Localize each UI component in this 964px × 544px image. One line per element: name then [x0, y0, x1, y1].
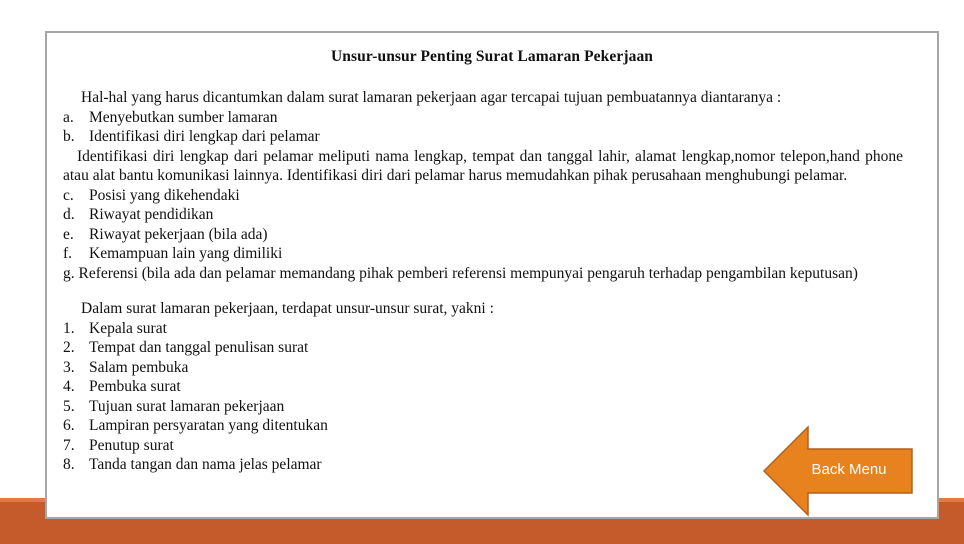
list-item [63, 205, 903, 225]
list-item-label: f. [63, 245, 73, 262]
list-item [63, 244, 903, 264]
list-item-text: Identifikasi diri lengkap dari pelamar [89, 128, 320, 145]
list-item-label: 2. [63, 339, 75, 356]
list-item-text: Tujuan surat lamaran pekerjaan [89, 397, 285, 415]
list-item-label: 5. [63, 397, 75, 415]
list-item-label: d. [63, 206, 75, 223]
page-title: Unsur-unsur Penting Surat Lamaran Pekerjaan [330, 48, 654, 65]
list-item-label: 8. [63, 456, 75, 473]
intro-paragraph: Hal-hal yang harus dicantumkan dalam surat lamaran pekerjaan agar tercapai tujuan pembuatannya diantaranya : [81, 89, 782, 106]
list-item-label: 6. [63, 417, 75, 434]
list-item-text: Tempat dan tanggal penulisan surat [89, 339, 309, 356]
elements-intro: Dalam surat lamaran pekerjaan, terdapat unsur-unsur surat, yakni : [81, 300, 494, 317]
list-item [63, 127, 903, 147]
list-item [63, 338, 903, 358]
list-item-text: Menyebutkan sumber lamaran [89, 108, 278, 126]
list-item-text: Pembuka surat [89, 378, 181, 395]
list-item-text: Tanda tangan dan nama jelas pelamar [89, 456, 322, 473]
list-item-text: Posisi yang dikehendaki [89, 186, 240, 204]
list-item-text: Kepala surat [89, 319, 167, 337]
back-menu-button[interactable] [762, 425, 914, 517]
document-body [63, 88, 903, 475]
list-item-text: Penutup surat [89, 436, 174, 454]
list-item-label: 1. [63, 319, 75, 337]
list-item-label: c. [63, 186, 74, 204]
list-item-text: Salam pembuka [89, 358, 189, 376]
list-item [63, 186, 903, 206]
list-item-label: a. [63, 108, 74, 126]
reference-item: g. Referensi (bila ada dan pelamar memandang pihak pemberi referensi mempunyai pengaruh terhadap pengambilan keputusan) [63, 264, 858, 282]
list-item [63, 377, 903, 397]
list-item-text: Riwayat pendidikan [89, 206, 214, 223]
list-item-label: 7. [63, 436, 75, 454]
list-item [63, 397, 903, 417]
back-menu-label: Back Menu [811, 461, 887, 478]
list-item-text: Lampiran persyaratan yang ditentukan [89, 417, 328, 434]
list-item-text: Riwayat pekerjaan (bila ada) [89, 225, 268, 243]
list-item-label: b. [63, 128, 75, 145]
list-item-text: Kemampuan lain yang dimiliki [89, 245, 283, 262]
list-item [63, 358, 903, 378]
list-item-label: 4. [63, 378, 75, 395]
identification-paragraph: Identifikasi diri lengkap dari pelamar meliputi nama lengkap, tempat dan tanggal lahir, alamat lengkap,nomor telepon,hand phone atau alat bantu komunikasi lainnya. Identifikasi diri dari pelamar harus memudahkan pihak perusahaan menghubungi pelamar. [63, 147, 903, 184]
list-item-label: e. [63, 225, 74, 243]
list-item [63, 108, 903, 128]
list-item-label: 3. [63, 358, 75, 376]
list-item [63, 319, 903, 339]
list-item [63, 225, 903, 245]
